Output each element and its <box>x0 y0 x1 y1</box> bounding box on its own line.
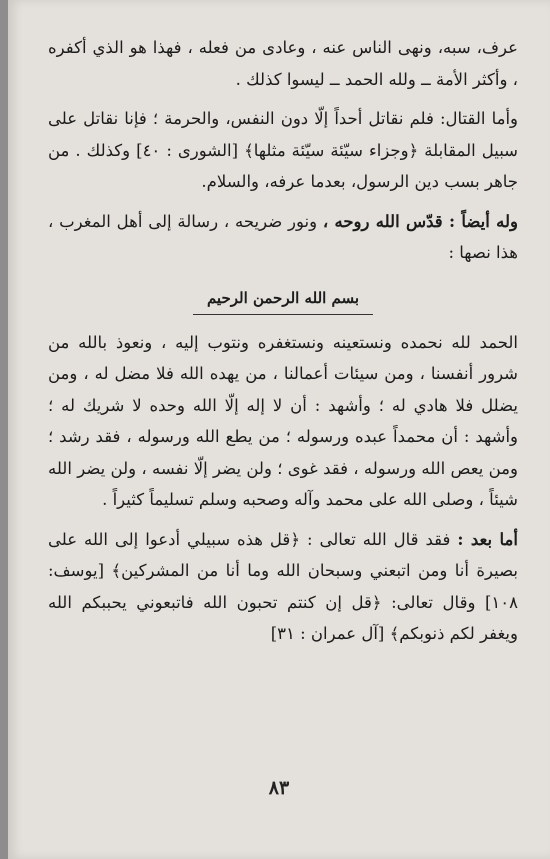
book-page <box>8 0 550 859</box>
amma-bad-rest: فقد قال الله تعالى : ﴿قل هذه سبيلي أدعوا إلى الله على بصيرة أنا ومن اتبعني وسبحان الله وما أنا من المشركين﴾ [يوسف: ١٠٨] وقال تعالى: ﴿قل إن كنتم تحبون الله فاتبعوني يحببكم الله ويغفر لكم ذنوبكم﴾ [آل عمران : ٣١] <box>48 529 518 643</box>
paragraph-letter-intro <box>48 206 518 269</box>
letter-intro-rest: ونور ضريحه ، رسالة إلى أهل المغرب ، هذا نصها : <box>48 211 518 262</box>
paragraph-qital: وأما القتال: فلم نقاتل أحداً إلّا دون النفس، والحرمة ؛ فإنا نقاتل على سبيل المقابلة ﴿وجزاء سيّئة سيّئة مثلها﴾ [الشورى : ٤٠] وكذلك . من جاهر بسب دين الرسول، بعدما عرفه، والسلام. <box>48 109 518 191</box>
page-body <box>48 32 518 650</box>
basmala-heading <box>48 285 518 315</box>
paragraph-1: عرف، سبه، ونهى الناس عنه ، وعادى من فعله ، فهذا هو الذي أكفره ، وأكثر الأمة ــ ولله الحمد ــ ليسوا كذلك . <box>48 38 518 89</box>
paragraph-hamd: الحمد لله نحمده ونستعينه ونستغفره ونتوب إليه ، ونعوذ بالله من شرور أنفسنا ، ومن سيئات أعمالنا ، من يهده الله فلا مضل له ، ومن يضلل فلا هادي له ؛ وأشهد : أن لا إله إلّا الله وحده لا شريك له ؛ وأشهد : أن محمداً عبده ورسوله ؛ من يطع الله ورسوله ، فقد رشد ؛ ومن يعص الله ورسوله ، فقد غوى ؛ ولن يضر إلّا نفسه ، ولن يضر الله شيئاً ، وصلى الله على محمد وآله وصحبه وسلم تسليماً كثيراً . <box>48 332 518 509</box>
amma-bad-lead: أما بعد : <box>457 529 518 549</box>
page-number: ٨٣ <box>268 777 290 799</box>
basmala-text: بسم الله الرحمن الرحيم <box>193 285 373 315</box>
paragraph-amma-bad <box>48 524 518 650</box>
letter-intro-lead: وله أيضاً : قدّس الله روحه ، <box>322 211 518 231</box>
